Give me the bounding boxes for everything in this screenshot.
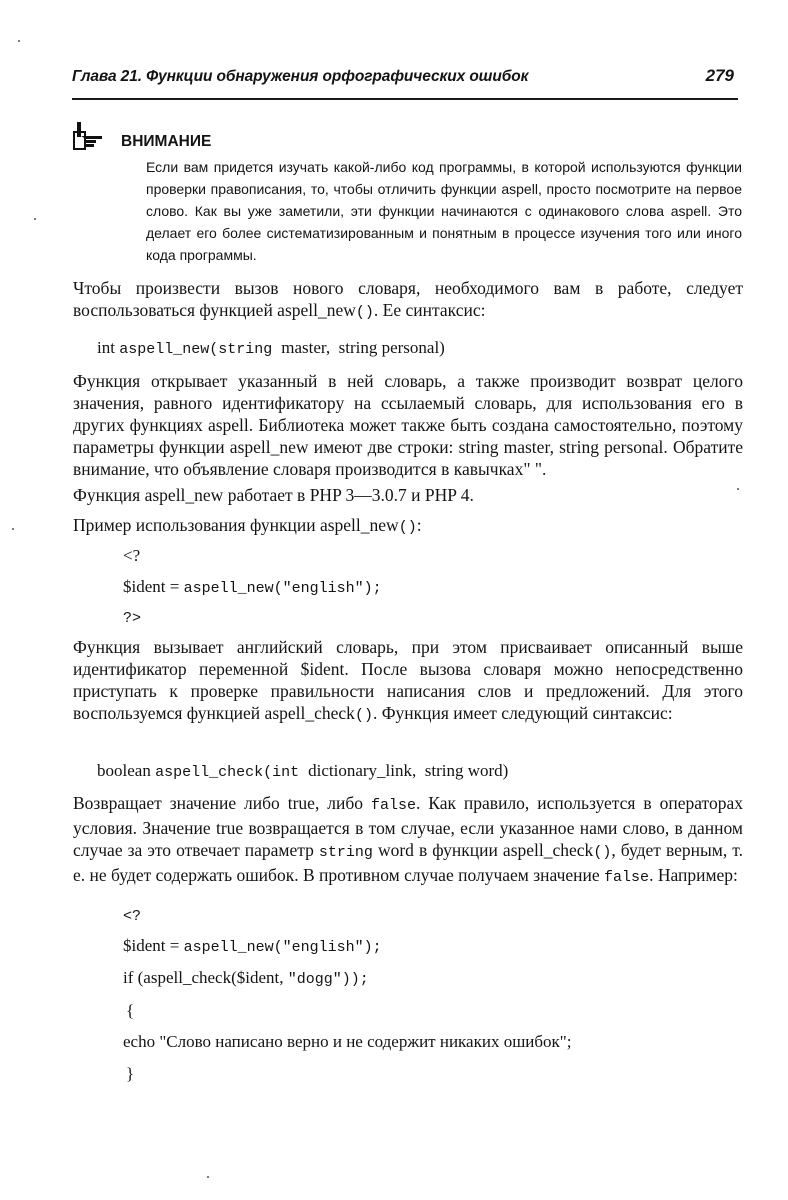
header-rule [72,98,738,100]
scan-speck [737,488,739,490]
hand-pointing-icon [72,120,106,152]
example2-brace-open: { [126,1001,135,1020]
syntax-aspell-check: boolean aspell_check(int dictionary_link, string word) [97,761,509,781]
paragraph-php-version: Функция aspell_new работает в PHP 3—3.0.7 и PHP 4. [73,485,474,505]
paragraph-return-value: Возвращает значение либо true, либо false. Как правило, используется в операторах условия. Значение true возвращается в том случае, если указанное нами слово, в данном случае за это отвечает параметр string word в функции aspell_check(), будет верным, т. е. не будет содержать ошибок. В противном случае получаем значение false. Например: [73,793,743,886]
paragraph-function-description: Функция открывает указанный в ней словарь, а также производит возврат целого значения, равного идентификатору на ссылаемый словарь, для использования его в других функциях aspell. Библиотека может также быть создана самостоятельно, поэтому параметры функции aspell_new имеют две строки: string master, string personal. Обратите внимание, что объявление словаря производится в кавычках" ". [73,371,743,479]
scan-speck [207,1176,209,1178]
paragraph-example-intro: Пример использования функции aspell_new(): [73,515,422,536]
page-header [72,66,738,92]
example1-open-tag: <? [123,546,141,565]
scan-speck [18,40,20,42]
example1-close-tag: ?> [123,610,142,627]
example2-brace-close: } [126,1064,135,1083]
scan-speck [34,218,36,220]
page-number: 279 [705,66,734,85]
syntax-aspell-new: int aspell_new(string master, string personal) [97,338,445,358]
paragraph-new-dictionary: Чтобы произвести вызов нового словаря, необходимого вам в работе, следует воспользоваться функцией aspell_new(). Ее синтаксис: [73,278,743,321]
paragraph-english-dictionary: Функция вызывает английский словарь, при этом присваивает описанный выше идентификатор переменной $ident. После вызова словаря можно непосредственно приступать к проверке правильности написания слов и предложений. Для этого воспользуемся функцией aspell_check(). Функция имеет следующий синтаксис: [73,637,743,724]
warning-title: ВНИМАНИЕ [121,133,212,150]
example2-ident-line: $ident = aspell_new("english"); [123,936,382,956]
example2-if-line: if (aspell_check($ident, "dogg")); [123,968,369,988]
example1-ident-line: $ident = aspell_new("english"); [123,577,382,597]
chapter-title: Глава 21. Функции обнаружения орфографических ошибок [72,68,529,85]
example2-open-tag: <? [123,908,142,925]
scan-speck [12,528,14,530]
warning-body: Если вам придется изучать какой-либо код программы, в которой используются функции проверки правописания, то, чтобы отличить функции aspell, просто посмотрите на первое слово. Как вы уже заметили, эти функции начинаются с одинакового слова aspell. Это делает его более систематизированным и понятным в процессе изучения того или иного кода программы. [146,159,742,263]
example2-echo-line: echo "Слово написано верно и не содержит никаких ошибок"; [123,1032,572,1051]
